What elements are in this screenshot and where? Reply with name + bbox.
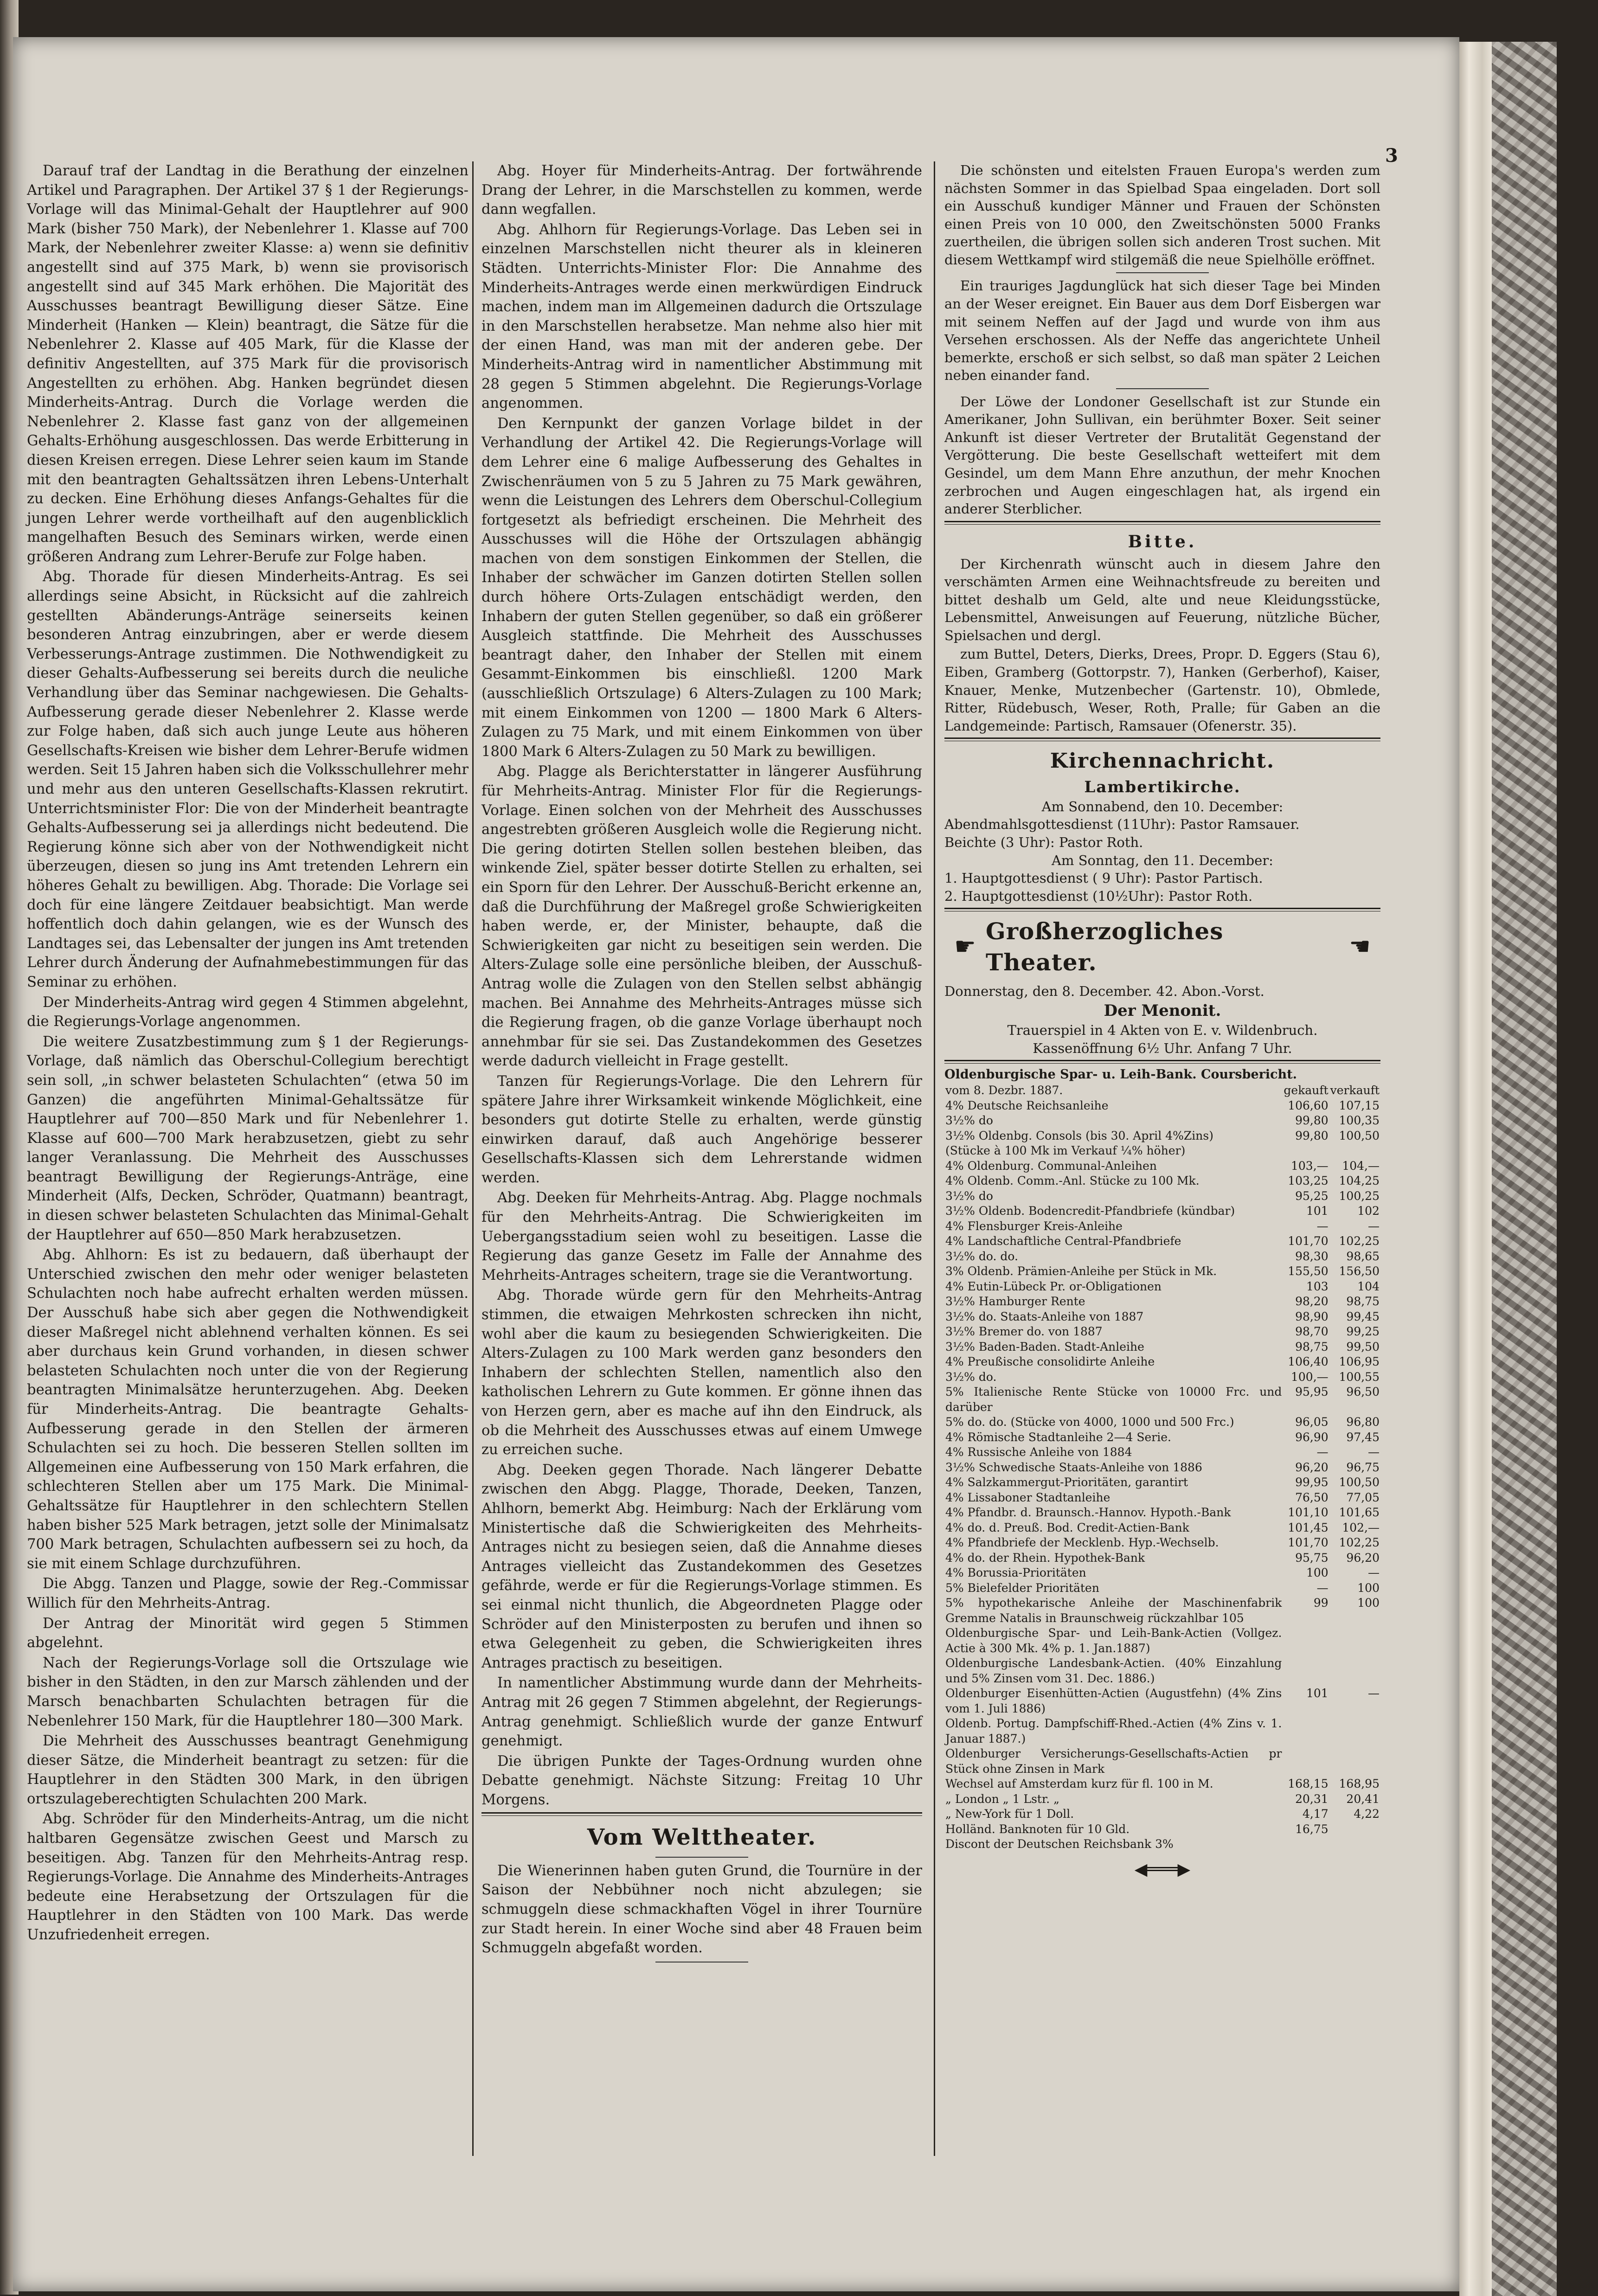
kirchen-line: Am Sonntag, den 11. December:: [1052, 852, 1273, 868]
sell-rate: 100: [1357, 1581, 1380, 1595]
sell-rate: —: [1368, 1687, 1380, 1700]
marbled-cover: [1492, 42, 1557, 2296]
buy-rate: 95,95: [1295, 1385, 1328, 1399]
buy-rate: 103: [1306, 1279, 1328, 1293]
sell-rate: 168,95: [1339, 1777, 1380, 1791]
paragraph: Abg. Thorade für diesen Minderheits-Antrag. Es sei allerdings seine Absicht, in Rücksicht auf die zahlreich gestellten Abänderungs-Anträge seinerseits keinen besonderen Antrag einzubringen, aber er werde diesem Verbesserungs-Antrage zustimmen. Die Nothwendigkeit zu dieser Gehalts-Aufbesserung sei bereits durch die neuliche Verhandlung über das Seminar nachgewiesen. Die Gehalts-Aufbesserung gerade dieser Nebenlehrer 2. Klasse werde zur Folge haben, daß sich auch junge Leute aus höheren Gesellschafts-Kreisen wie bisher dem Lehrer-Berufe widmen werden. Seit 15 Jahren haben sich die Volksschullehrer mehr und mehr aus den unteren Gesellschafts-Klassen rekrutirt. Unterrichtsminister Flor: Die von der Minderheit beantragte Gehalts-Aufbesserung sei ja allerdings nicht bedeutend. Die Regierung könne sich aber von der Nothwendigkeit nicht überzeugen, diesen so jung ins Amt tretenden Lehrern ein höheres Gehalt zu bewilligen. Abg. Thorade: Die Vorlage sei doch für eine längere Zeitdauer beabsichtigt. Man werde hoffentlich doch dahin gelangen, wie es der Wunsch des Landtages sei, das Lebensalter der jungen ins Amt tretenden Lehrer durch Änderung der Aufnahmebestimmungen für das Seminar zu erhöhen.: [27, 569, 468, 990]
table-row: [944, 1385, 1380, 1415]
security-name: 4% Eutin-Lübeck Pr. or-Obligationen: [945, 1279, 1162, 1293]
sell-rate: 104: [1357, 1279, 1380, 1293]
table-row: [944, 1234, 1380, 1249]
table-row: [944, 1159, 1380, 1174]
security-name: 4% Römische Stadtanleihe 2—4 Serie.: [945, 1430, 1171, 1444]
sell-rate: 97,45: [1346, 1430, 1380, 1444]
security-name: 4% Russische Anleihe von 1884: [945, 1445, 1132, 1459]
buy-rate: 96,90: [1295, 1430, 1328, 1444]
table-row: [944, 1822, 1380, 1837]
security-name: 3½% Schwedische Staats-Anleihe von 1886: [945, 1460, 1202, 1474]
security-name: 3½% do: [945, 1114, 993, 1128]
paragraph: Abg. Deeken gegen Thorade. Nach längerer Debatte zwischen den Abgg. Plagge, Thorade, Deeken, Tanzen, Ahlhorn, bemerkt Abg. Heimburg: Nach der Erklärung vom Ministertische daß die Schwierigkeiten des Mehrheits-Antrages nicht zu besiegen seien, daß die Annahme dieses Antrages vielleicht das Zustandekommen des Gesetzes gefährde, werde er für die Regierungs-Vorlage stimmen. Es sei einmal nicht thunlich, die Abgeordneten Plagge oder Schröder auf den Ministerposten zu berufen und ihnen so etwa Gelegenheit zu geben, die Schwierigkeiten ihres Antrages practisch zu beseitigen.: [481, 1462, 922, 1671]
buy-rate: [1283, 1746, 1329, 1777]
table-row: [944, 1098, 1380, 1114]
kirchen-line: Am Sonnabend, den 10. December:: [1041, 798, 1284, 815]
item-divider: [1116, 388, 1209, 389]
table-row: [944, 1596, 1380, 1626]
sell-rate: 99,25: [1346, 1325, 1380, 1339]
bitte-title: Bitte.: [1128, 532, 1197, 552]
sell-rate: [1329, 1626, 1380, 1656]
buy-rate: 101: [1306, 1204, 1328, 1218]
sell-rate: 100,50: [1339, 1475, 1380, 1489]
table-row: [944, 1551, 1380, 1566]
security-name: (Stücke à 100 Mk im Verkauf ¼% höher): [945, 1144, 1186, 1158]
buy-rate: [1283, 1626, 1329, 1656]
security-name: 3½% Hamburger Rente: [945, 1295, 1085, 1308]
buy-rate: 99,80: [1295, 1129, 1328, 1142]
welttheater-title: Vom Welttheater.: [587, 1824, 817, 1851]
table-row: [944, 1279, 1380, 1295]
buy-rate: [1283, 1143, 1329, 1159]
buy-rate: 168,15: [1288, 1777, 1328, 1791]
column-header-sell: verkauft: [1330, 1084, 1380, 1097]
exchange-rate-table: [944, 1083, 1380, 1852]
security-name: 3½% Bremer do. von 1887: [945, 1325, 1103, 1339]
paragraph: Der Antrag der Minorität wird gegen 5 Stimmen abgelehnt.: [27, 1615, 468, 1651]
sell-rate: 96,80: [1346, 1415, 1380, 1429]
table-row: [944, 1294, 1380, 1309]
page-number: 3: [1385, 145, 1398, 167]
theater-times: Kassenöffnung 6½ Uhr. Anfang 7 Uhr.: [1033, 1040, 1292, 1056]
column-3: [944, 161, 1380, 1880]
buy-rate: 98,20: [1295, 1295, 1328, 1308]
kirchen-line: 1. Hauptgottesdienst ( 9 Uhr): Pastor Partisch.: [944, 870, 1263, 886]
buy-rate: [1283, 1656, 1329, 1686]
paragraph: Abg. Schröder für den Minderheits-Antrag, um die nicht haltbaren Gegensätze zwischen Geest und Marsch zu beseitigen. Abg. Tanzen für den Mehrheits-Antrag resp. Regierungs-Vorlage. Die Annahme des Minderheits-Antrages bedeute eine Herabsetzung der Ortszulagen für die Hauptlehrer in den Städten von 100 Mark. Das werde Unzufriedenheit erregen.: [27, 1811, 468, 1943]
sell-rate: 104,25: [1339, 1174, 1380, 1188]
buy-rate: —: [1316, 1445, 1328, 1459]
buy-rate: 98,30: [1295, 1249, 1328, 1263]
buy-rate: 101,45: [1288, 1520, 1328, 1534]
security-name: 4% Oldenburg. Communal-Anleihen: [945, 1159, 1157, 1173]
sell-rate: 102,—: [1342, 1520, 1380, 1534]
buy-rate: 99,95: [1295, 1475, 1328, 1489]
buy-rate: 155,50: [1288, 1264, 1328, 1278]
security-name: 5% Bielefelder Prioritäten: [945, 1581, 1099, 1595]
table-row: [944, 1129, 1380, 1144]
news-item: Die schönsten und eitelsten Frauen Europa's werden zum nächsten Sommer in das Spielbad Spaa eingeladen. Dort soll ein Ausschuß kundiger Männer und Frauen der Schönsten einen Preis von 10 000, den Zweitschönsten 5000 Franks zuertheilen, die übrigen sollen sich anderen Trost suchen. Mit diesem Wettkampf wird stilgemäß die neue Spielhölle eröffnet.: [944, 162, 1380, 268]
security-name: Oldenburger Versicherungs-Gesellschafts-Actien pr Stück ohne Zinsen in Mark: [945, 1747, 1282, 1776]
bitte-names: zum Buttel, Deters, Dierks, Drees, Propr. D. Eggers (Stau 6), Eiben, Gramberg (Gottorpstr. 7), Hanken (Gerberhof), Kaiser, Knauer, Menke, Mutzenbecher (Gartenstr. 10), Obmlede, Ritter, Rüdebusch, Weser, Roth, Pralle; für Gaben an die Landgemeinde: Partisch, Ramsauer (Ofenerstr. 35).: [944, 646, 1380, 734]
buy-rate: 100: [1306, 1566, 1328, 1580]
table-row: [944, 1535, 1380, 1551]
table-row: [944, 1219, 1380, 1234]
security-name: Oldenburgische Spar- und Leih-Bank-Actien (Vollgez. Actie à 300 Mk. 4% p. 1. Jan.1887): [945, 1626, 1282, 1655]
security-name: 4% do. der Rhein. Hypothek-Bank: [945, 1551, 1145, 1565]
table-row: [944, 1204, 1380, 1219]
sell-rate: 102,25: [1339, 1536, 1380, 1550]
sell-rate: 107,15: [1339, 1098, 1380, 1112]
paragraph: Abg. Plagge als Berichterstatter in längerer Ausführung für Mehrheits-Antrag. Minister Flor für die Regierungs-Vorlage. Einen solchen von der Mehrheit des Ausschusses angestrebten größeren Ausgleich wolle die Regierung nicht. Die gering dotirten Stellen sollen bestehen bleiben, das winkende Ziel, später besser dotirte Stellen zu erhalten, sei ein Sporn für den Lehrer. Der Ausschuß-Bericht erkenne an, daß die Durchführung der Maßregel große Schwierigkeiten haben werde, er, der Minister, behaupte, daß die Schwierigkeiten gar nicht zu beseitigen sein werden. Die Alters-Zulage solle eine persönliche bleiben, der Ausschuß-Antrag wolle die Zulagen von den Stellen selbst abhängig machen. Bei Annahme des Mehrheits-Antrages müsse sich die Regierung fragen, ob die ganze Vorlage überhaupt noch annehmbar für sie sei. Das Zustandekommen des Gesetzes werde dadurch vielleicht in Frage gestellt.: [481, 763, 922, 1070]
table-row: [944, 1505, 1380, 1520]
security-name: 4% Borussia-Prioritäten: [945, 1566, 1086, 1580]
buy-rate: 20,31: [1295, 1792, 1328, 1806]
table-row: [944, 1460, 1380, 1475]
section-divider: [481, 1812, 922, 1816]
table-row: [944, 1716, 1380, 1746]
sell-rate: 106,95: [1339, 1355, 1380, 1369]
page-edge: [1459, 42, 1492, 2296]
sell-rate: 100: [1357, 1596, 1380, 1610]
table-row: [944, 1626, 1380, 1656]
sell-rate: 100,35: [1339, 1114, 1380, 1128]
paragraph: Abg. Hoyer für Minderheits-Antrag. Der fortwährende Drang der Lehrer, in die Marschstellen zu kommen, werde dann wegfallen.: [481, 163, 922, 218]
buy-rate: [1283, 1837, 1329, 1852]
table-row: [944, 1581, 1380, 1596]
sell-rate: 96,50: [1346, 1385, 1380, 1399]
bitte-text: Der Kirchenrath wünscht auch in diesem Jahre den verschämten Armen eine Weihnachtsfreude zu bereiten und bittet deshalb um Geld, alte und neue Kleidungsstücke, Lebensmittel, Anweisungen auf Feuerung, nützliche Bücher, Spielsachen und dergl.: [944, 556, 1380, 643]
table-row: [944, 1792, 1380, 1807]
buy-rate: 76,50: [1295, 1490, 1328, 1504]
section-divider: [944, 908, 1380, 911]
security-name: 3½% do.: [945, 1370, 997, 1384]
sell-rate: [1329, 1143, 1380, 1159]
security-name: 3½% Oldenbg. Consols (bis 30. April 4%Zins): [945, 1129, 1213, 1142]
kirchen-line: Beichte (3 Uhr): Pastor Roth.: [944, 834, 1143, 851]
sell-rate: 100,55: [1339, 1370, 1380, 1384]
buy-rate: 98,90: [1295, 1309, 1328, 1323]
table-row: [944, 1520, 1380, 1536]
section-divider: [944, 1060, 1380, 1064]
buy-rate: 101,70: [1288, 1234, 1328, 1248]
pointing-hand-icon: ☛: [954, 933, 976, 961]
security-name: 3% Oldenb. Prämien-Anleihe per Stück in Mk.: [945, 1264, 1217, 1278]
sell-rate: 102: [1357, 1204, 1380, 1218]
buy-rate: 96,05: [1295, 1415, 1328, 1429]
kirchen-line: Abendmahlsgottesdienst (11Uhr): Pastor Ramsauer.: [944, 816, 1300, 833]
paragraph: Abg. Deeken für Mehrheits-Antrag. Abg. Plagge nochmals für den Mehrheits-Antrag. Die Schwierigkeiten im Uebergangsstadium seien wohl zu beseitigen. Lasse die Regierung das ganze Gesetz im Falle der Annahme des Mehrheits-Antrages scheitern, trage sie die Verantwortung.: [481, 1190, 922, 1283]
table-row: [944, 1143, 1380, 1159]
security-name: 4% Deutsche Reichsanleihe: [945, 1098, 1109, 1112]
table-row: [944, 1565, 1380, 1581]
security-name: 4% Oldenb. Comm.-Anl. Stücke zu 100 Mk.: [945, 1174, 1200, 1188]
sell-rate: [1329, 1822, 1380, 1837]
kirchen-line: 2. Hauptgottesdienst (10½Uhr): Pastor Roth.: [944, 888, 1253, 904]
paragraph: In namentlicher Abstimmung wurde dann der Mehrheits-Antrag mit 26 gegen 7 Stimmen abgelehnt, der Regierungs-Antrag genehmigt. Schließlich wurde der ganze Entwurf genehmigt.: [481, 1675, 922, 1750]
table-row: [944, 1837, 1380, 1852]
paragraph: Tanzen für Regierungs-Vorlage. Die den Lehrern für spätere Jahre ihrer Wirksamkeit winkende Möglichkeit, eine besonders gut dotirte Stelle zu erhalten, werde günstig einwirken darauf, daß auch Angehörige besserer Gesellschafts-Klassen sich dem Lehrerstande widmen werden.: [481, 1073, 922, 1186]
table-row: [944, 1445, 1380, 1460]
welttheater-text: Die Wienerinnen haben guten Grund, die Tournüre in der Saison der Nebbühner noch nicht abzulegen; sie schmuggeln diese schmackhaften Vögel in ihrer Tournüre zur Stadt herein. In einer Woche sind aber 48 Frauen beim Schmuggeln abgefaßt worden.: [481, 1862, 922, 1956]
sell-rate: 156,50: [1339, 1264, 1380, 1278]
paragraph: Die übrigen Punkte der Tages-Ordnung wurden ohne Debatte genehmigt. Nächste Sitzung: Freitag 10 Uhr Morgens.: [481, 1753, 922, 1808]
theater-title: Großherzogliches Theater.: [986, 917, 1224, 976]
column-2: [481, 161, 922, 1966]
sell-rate: 96,75: [1346, 1460, 1380, 1474]
title-underline: [655, 1857, 748, 1858]
buy-rate: 101,70: [1288, 1536, 1328, 1550]
security-name: 4% do. d. Preuß. Bod. Credit-Actien-Bank: [945, 1520, 1189, 1534]
section-divider: [944, 521, 1380, 525]
column-divider: [934, 161, 935, 2156]
security-name: 3½% Oldenb. Bodencredit-Pfandbriefe (kündbar): [945, 1204, 1235, 1218]
table-row: [944, 1430, 1380, 1445]
security-name: Oldenburgische Landesbank-Actien. (40% Einzahlung und 5% Zinsen vom 31. Dec. 1886.): [945, 1656, 1282, 1685]
paragraph: Der Minderheits-Antrag wird gegen 4 Stimmen abgelehnt, die Regierungs-Vorlage angenommen.: [27, 994, 468, 1030]
table-row: [944, 1475, 1380, 1490]
security-name: 3½% Baden-Baden. Stadt-Anleihe: [945, 1340, 1144, 1353]
security-name: „ New-York für 1 Doll.: [945, 1807, 1074, 1821]
paragraph: Den Kernpunkt der ganzen Vorlage bildet in der Verhandlung der Artikel 42. Die Regierungs-Vorlage will dem Lehrer eine 6 malige Aufbesserung des Gehaltes in Zwischenräumen von 5 zu 5 Jahren zu 75 Mark gewähren, wenn die Leistungen des Lehrers dem Oberschul-Collegium fortgesetzt als befriedigt erscheinen. Die Mehrheit des Ausschusses will die Höhe der Ortszulagen abhängig machen von dem sonstigen Einkommen der Stellen, die Inhaber der schwächer im Ganzen dotirten Stellen sollen durch höhere Orts-Zulagen entschädigt werden, den Inhabern der guten Stellen gegenüber, so daß ein größerer Ausgleich stattfinde. Die Mehrheit des Ausschusses beantragt daher, den Inhaber der Stellen mit einem Gesammt-Einkommen bis einschließl. 1200 Mark (ausschließlich Ortszulage) 6 Alters-Zulagen zu 100 Mark; mit einem Einkommen von 1200 — 1800 Mark 6 Alters-Zulagen zu 75 Mark, und mit einem Einkommen von über 1800 Mark 6 Alters-Zulagen zu 50 Mark zu bewilligen.: [481, 415, 922, 760]
table-row: [944, 1656, 1380, 1686]
sell-rate: 4,22: [1354, 1807, 1380, 1821]
security-name: 4% Pfandbr. d. Braunsch.-Hannov. Hypoth.-Bank: [945, 1506, 1231, 1520]
table-row: [944, 1370, 1380, 1385]
paragraph: Abg. Ahlhorn: Es ist zu bedauern, daß überhaupt der Unterschied zwischen den mehr oder weniger belasteten Schulachten noch habe aufrecht erhalten werden müssen. Der Ausschuß habe sich aber gegen die Nothwendigkeit dieser Maßregel nicht ablehnend verhalten können. Es sei aber durchaus kein Grund vorhanden, in diesen schwer belasteten Schulachten noch unter die von der Regierung beantragten Minimalsätze herunterzugehen. Abg. Deeken für Minderheits-Antrag. Die beantragte Gehalts-Aufbesserung gerade in den Stellen der ärmeren Schulachten sei zu hoch. Die besseren Stellen sollten im Allgemeinen eine Aufbesserung von 150 Mark erfahren, die schlechteren Stellen aber um 175 Mark. Die Minimal-Gehaltssätze für Hauptlehrer in den schlechtern Stellen haben bisher 525 Mark betragen, jetzt solle der Minimalsatz 700 Mark betragen, Schulachten aufbessern sei zu hoch, da sie mit einem Schlage durchzuführen.: [27, 1247, 468, 1572]
security-name: 4% Pfandbriefe der Mecklenb. Hyp.-Wechselb.: [945, 1536, 1219, 1550]
security-name: 4% Preußische consolidirte Anleihe: [945, 1355, 1155, 1369]
security-name: Holländ. Banknoten für 10 Gld.: [945, 1822, 1130, 1836]
security-name: 5% hypothekarische Anleihe der Maschinenfabrik Gremme Natalis in Braunschweig rückzahlbar 105: [945, 1596, 1282, 1625]
sell-rate: [1329, 1837, 1380, 1852]
paragraph: Nach der Regierungs-Vorlage soll die Ortszulage wie bisher in den Städten, in den zur Marsch zählenden und der Marsch benachbarten Schulachten betragen für die Nebenlehrer 150 Mark, für die Hauptlehrer 180—300 Mark.: [27, 1655, 468, 1729]
pointing-hand-icon: ☚: [1349, 933, 1371, 961]
sell-rate: [1329, 1716, 1380, 1746]
table-row: [944, 1415, 1380, 1430]
table-row: [944, 1189, 1380, 1204]
buy-rate: 98,70: [1295, 1325, 1328, 1339]
sell-rate: 99,45: [1346, 1309, 1380, 1323]
buy-rate: 103,25: [1288, 1174, 1328, 1188]
table-row: [944, 1113, 1380, 1129]
sell-rate: 98,75: [1346, 1295, 1380, 1308]
theater-date: Donnerstag, den 8. December. 42. Abon.-Vorst.: [944, 983, 1264, 1000]
section-divider: [944, 738, 1380, 741]
closing-ornament: ◀═══▶: [1134, 1860, 1191, 1879]
security-name: 3½% do. Staats-Anleihe von 1887: [945, 1309, 1144, 1323]
paragraph: Abg. Thorade würde gern für den Mehrheits-Antrag stimmen, die etwaigen Mehrkosten schrecken ihn nicht, wohl aber die kaum zu besiegenden Schwierigkeiten. Die Alters-Zulagen zu 100 Mark werden ganz besonders den Inhabern der schlechten Stellen, namentlich also den katholischen Lehrern zu Gute kommen. Er gönne ihnen das von Herzen gern, aber es mache auf ihn den Eindruck, als ob die Mehrheit des Ausschusses etwas auf einem Umwege zu erreichen suche.: [481, 1287, 922, 1458]
buy-rate: 103,—: [1291, 1159, 1328, 1173]
buy-rate: 99,80: [1295, 1114, 1328, 1128]
column-header-buy: gekauft: [1284, 1084, 1328, 1097]
sell-rate: [1329, 1746, 1380, 1777]
security-name: „ London „ 1 Lstr. „: [945, 1792, 1060, 1806]
item-divider: [1116, 272, 1209, 273]
buy-rate: 101,10: [1288, 1506, 1328, 1520]
bank-title: Oldenburgische Spar- u. Leih-Bank. Coursbericht.: [944, 1067, 1297, 1082]
security-name: 4% Salzkammergut-Prioritäten, garantirt: [945, 1475, 1188, 1489]
theater-info: Trauerspiel in 4 Akten von E. v. Wildenbruch.: [1007, 1022, 1318, 1039]
table-row: [944, 1174, 1380, 1189]
buy-rate: —: [1316, 1581, 1328, 1595]
security-name: Discont der Deutschen Reichsbank 3%: [945, 1837, 1174, 1851]
table-row: [944, 1249, 1380, 1264]
table-row: [944, 1354, 1380, 1370]
table-row: [944, 1807, 1380, 1822]
sell-rate: 100,50: [1339, 1129, 1380, 1142]
table-row: [944, 1324, 1380, 1340]
kirchen-title: Kirchennachricht.: [1050, 749, 1275, 773]
sell-rate: 96,20: [1346, 1551, 1380, 1565]
sell-rate: 20,41: [1346, 1792, 1380, 1806]
news-item: Der Löwe der Londoner Gesellschaft ist zur Stunde ein Amerikaner, John Sullivan, ein berühmter Boxer. Seit seiner Ankunft ist dieser Vertreter der Brutalität Gegenstand der Vergötterung. Die beste Gesellschaft wetteifert mit dem Gesindel, um dem Mann Ehre anzuthun, der mehr Knochen zerbrochen und Augen eingeschlagen hat, als irgend ein anderer Sterblicher.: [944, 393, 1380, 517]
buy-rate: [1283, 1716, 1329, 1746]
newspaper-page: [13, 37, 1459, 2291]
column-1: [27, 161, 468, 1946]
table-row: [944, 1746, 1380, 1777]
table-body: [944, 1098, 1380, 1852]
security-name: Wechsel auf Amsterdam kurz für fl. 100 in M.: [945, 1777, 1213, 1791]
paragraph: Die Abgg. Tanzen und Plagge, sowie der Reg.-Commissar Willich für den Mehrheits-Antrag.: [27, 1576, 468, 1611]
table-row: [944, 1264, 1380, 1279]
kirchen-subtitle: Lambertikirche.: [1084, 777, 1241, 796]
sell-rate: 99,50: [1346, 1340, 1380, 1353]
sell-rate: 100,25: [1339, 1189, 1380, 1203]
table-row: [944, 1686, 1380, 1716]
buy-rate: 16,75: [1295, 1822, 1328, 1836]
paragraph: Die Mehrheit des Ausschusses beantragt Genehmigung dieser Sätze, die Minderheit beantragt zu setzen: für die Hauptlehrer in den Städten 300 Mark, in den übrigen ortszulageberechtigten Schulachten 200 Mark.: [27, 1733, 468, 1807]
end-rule: [655, 1962, 748, 1963]
sell-rate: 102,25: [1339, 1234, 1380, 1248]
sell-rate: 98,65: [1346, 1249, 1380, 1263]
buy-rate: 96,20: [1295, 1460, 1328, 1474]
buy-rate: 100,—: [1291, 1370, 1328, 1384]
buy-rate: 98,75: [1295, 1340, 1328, 1353]
table-row: [944, 1777, 1380, 1792]
buy-rate: 95,25: [1295, 1189, 1328, 1203]
column-divider: [472, 161, 474, 2156]
sell-rate: —: [1368, 1219, 1380, 1233]
sell-rate: 101,65: [1339, 1506, 1380, 1520]
security-name: 3½% do. do.: [945, 1249, 1018, 1263]
security-name: 4% Flensburger Kreis-Anleihe: [945, 1219, 1123, 1233]
security-name: Oldenb. Portug. Dampfschiff-Rhed.-Actien (4% Zins v. 1. Januar 1887.): [945, 1717, 1282, 1745]
theater-play: Der Menonit.: [1104, 1001, 1221, 1020]
table-header-row: [944, 1083, 1380, 1098]
table-date: vom 8. Dezbr. 1887.: [945, 1084, 1063, 1097]
security-name: 4% Landschaftliche Central-Pfandbriefe: [945, 1234, 1181, 1248]
buy-rate: 4,17: [1303, 1807, 1328, 1821]
table-row: [944, 1340, 1380, 1355]
buy-rate: —: [1316, 1219, 1328, 1233]
buy-rate: 99: [1313, 1596, 1328, 1610]
table-row: [944, 1309, 1380, 1325]
news-item: Ein trauriges Jagdunglück hat sich dieser Tage bei Minden an der Weser ereignet. Ein Bauer aus dem Dorf Eisbergen war mit seinem Neffen auf der Jagd und wurde von ihm aus Versehen erschossen. Als der Neffe das angerichtete Unheil bemerkte, erschoß er sich selbst, so daß man später 2 Leichen neben einander fand.: [944, 278, 1380, 384]
security-name: Oldenburger Eisenhütten-Actien (Augustfehn) (4% Zins vom 1. Juli 1886): [945, 1687, 1282, 1715]
sell-rate: —: [1368, 1566, 1380, 1580]
sell-rate: —: [1368, 1445, 1380, 1459]
security-name: 5% Italienische Rente Stücke von 10000 Frc. und darüber: [945, 1385, 1282, 1414]
security-name: 5% do. do. (Stücke von 4000, 1000 und 500 Frc.): [945, 1415, 1234, 1429]
sell-rate: 77,05: [1346, 1490, 1380, 1504]
buy-rate: 106,40: [1288, 1355, 1328, 1369]
sell-rate: 104,—: [1342, 1159, 1380, 1173]
buy-rate: 106,60: [1288, 1098, 1328, 1112]
security-name: 3½% do: [945, 1189, 993, 1203]
paragraph: Abg. Ahlhorn für Regierungs-Vorlage. Das Leben sei in einzelnen Marschstellen nicht theurer als in kleineren Städten. Unterrichts-Minister Flor: Die Annahme des Minderheits-Antrages werde einen merkwürdigen Eindruck machen, indem man im Allgemeinen dadurch die Ortszulage in den Marschstellen herabsetze. Man nehme also hier mit der einen Hand, was man mit der anderen gebe. Der Minderheits-Antrag wird in namentlicher Abstimmung mit 28 gegen 5 Stimmen abgelehnt. Die Regierungs-Vorlage angenommen.: [481, 221, 922, 412]
theater-header: [944, 916, 1380, 978]
table-row: [944, 1490, 1380, 1506]
sell-rate: [1329, 1656, 1380, 1686]
paragraph: Darauf traf der Landtag in die Berathung der einzelnen Artikel und Paragraphen. Der Artikel 37 § 1 der Regierungs-Vorlage will das Minimal-Gehalt der Hauptlehrer auf 900 Mark (bisher 750 Mark), der Nebenlehrer 1. Klasse auf 700 Mark, der Nebenlehrer zweiter Klasse: a) wenn sie definitiv angestellt sind auf 375 Mark, b) wenn sie provisorisch angestellt sind auf 345 Mark erhöhen. Die Majorität des Ausschusses beantragt Bewilligung dieser Sätze. Eine Minderheit (Hanken — Klein) beantragt, die Sätze für die Nebenlehrer 2. Klasse auf 405 Mark, für die Klasse der definitiv Angestellten, auf 375 Mark für die provisorisch Angestellten zu erhöhen. Abg. Hanken begründet diesen Minderheits-Antrag. Durch die Vorlage werden die Nebenlehrer 2. Klasse fast ganz von der allgemeinen Gehalts-Erhöhung ausgeschlossen. Das werde Erbitterung in diesen Kreisen erregen. Diese Lehrer seien kaum im Stande mit den beantragten Gehaltssätzen ihren Lebens-Unterhalt zu decken. Eine Erhöhung dieses Anfangs-Gehaltes für die jungen Lehrer werde vortheilhaft auf den augenblicklich mangelhaften Besuch des Seminars wirken, werde einen größeren Andrang zum Lehrer-Berufe zur Folge haben.: [27, 163, 468, 565]
buy-rate: 101: [1306, 1687, 1328, 1700]
buy-rate: 95,75: [1295, 1551, 1328, 1565]
paragraph: Die weitere Zusatzbestimmung zum § 1 der Regierungs-Vorlage, daß nämlich das Oberschul-Collegium berechtigt sein soll, „in schwer belasteten Schulachten“ (etwa 50 im Ganzen) die angeführten Minimal-Gehaltssätze für Hauptlehrer auf 700—850 Mark und für Nebenlehrer 1. Klasse auf 600—700 Mark herabzusetzen, giebt zu sehr langer Veranlassung. Die Mehrheit des Ausschusses beantragt Bewilligung der Regierungs-Anträge, eine Minderheit (Alfs, Decken, Schröder, Quatmann) beantragt, in diesen schwer belasteten Schulachten das Minimal-Gehalt der Hauptlehrer auf 650—850 Mark herabzusetzen.: [27, 1033, 468, 1243]
security-name: 4% Lissaboner Stadtanleihe: [945, 1490, 1110, 1504]
